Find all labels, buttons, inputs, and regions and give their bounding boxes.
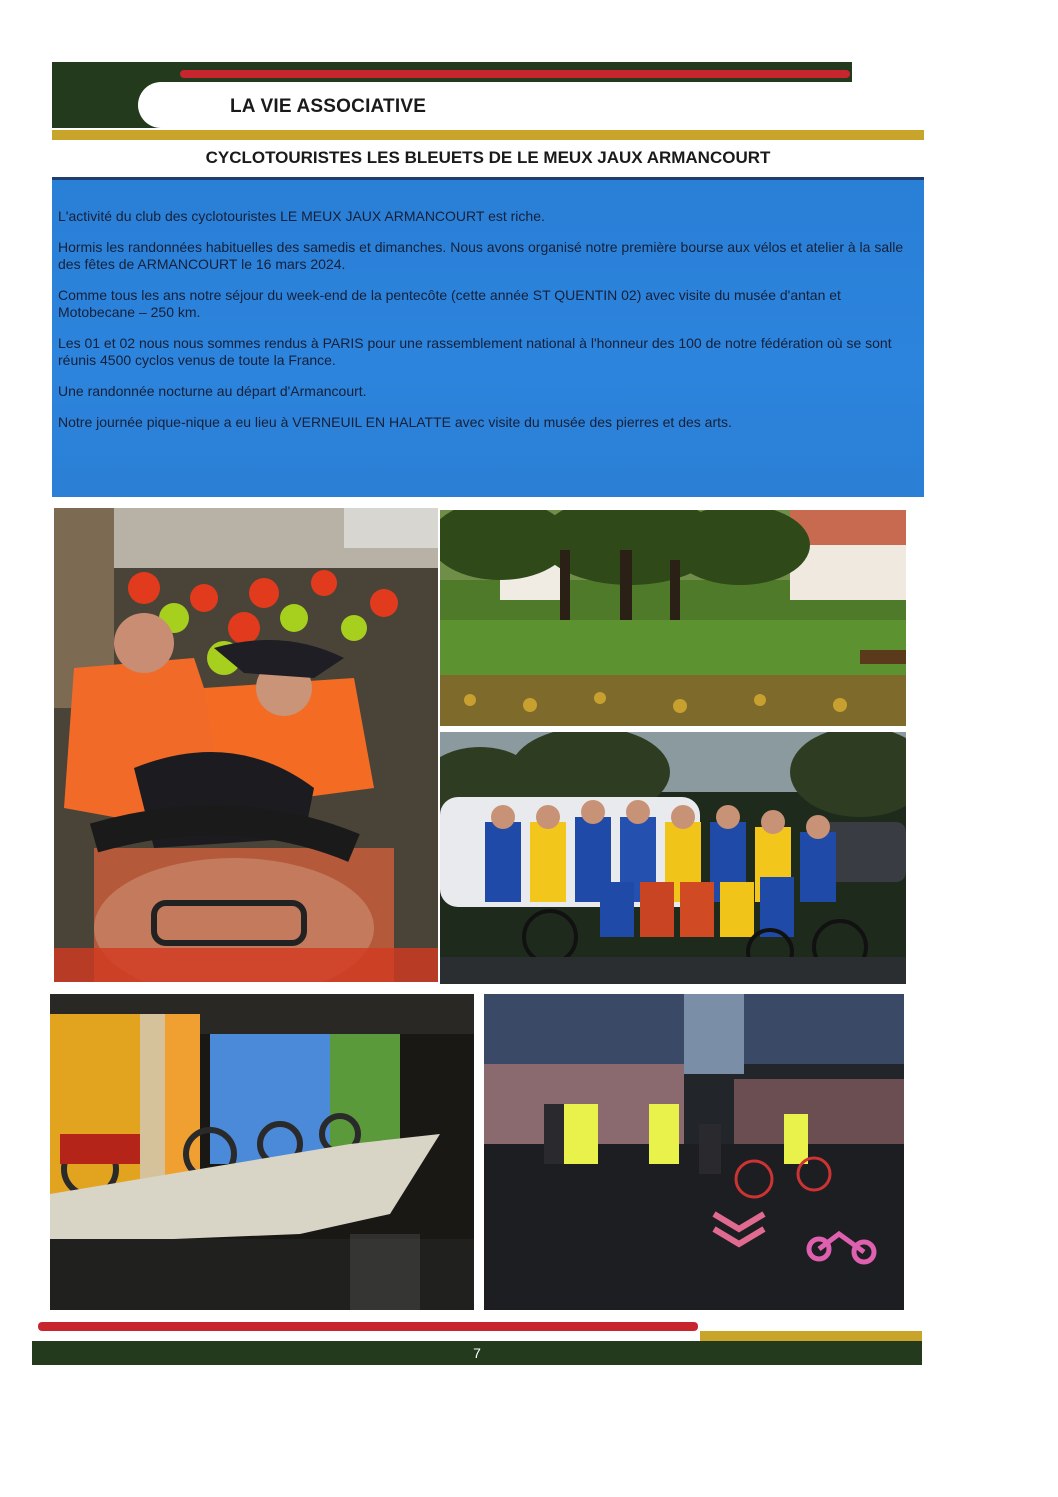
photo-night-ride-start xyxy=(484,994,904,1310)
photo-motorcycle-museum xyxy=(50,994,474,1310)
article-title: CYCLOTOURISTES LES BLEUETS DE LE MEUX JAUX ARMANCOURT xyxy=(205,148,771,167)
article-paragraph: Les 01 et 02 nous nous sommes rendus à PARIS pour une rassemblement national à l'honneur des 100 de notre fédération où se sont réunis 4500 cyclos venus de toute la France. xyxy=(58,335,892,368)
photo-club-group-portrait xyxy=(440,732,906,984)
article-paragraph: Hormis les randonnées habituelles des samedis et dimanches. Nous avons organisé notre première bourse aux vélos et atelier à la salle des fêtes de ARMANCOURT le 16 mars 2024. xyxy=(58,239,904,272)
header-gold-stripe xyxy=(52,130,924,140)
article-text-panel xyxy=(52,177,924,497)
footer-red-stripe xyxy=(38,1322,698,1331)
article-paragraph: Comme tous les ans notre séjour du week-end de la pentecôte (cette année ST QUENTIN 02) avec visite du musée d'antan et Motobecane – 250 km. xyxy=(58,287,841,320)
photo-park-riverside xyxy=(440,510,906,726)
section-title: LA VIE ASSOCIATIVE xyxy=(230,96,427,117)
article-paragraph: Une randonnée nocturne au départ d'Armancourt. xyxy=(58,383,367,399)
article-paragraph: Notre journée pique-nique a eu lieu à VERNEUIL EN HALATTE avec visite du musée des pierres et des arts. xyxy=(58,414,732,430)
photo-cyclists-paris-rally xyxy=(54,508,438,982)
header-red-stripe xyxy=(180,70,850,78)
page-number: 7 xyxy=(473,1345,481,1361)
footer-gold-stripe xyxy=(700,1331,922,1341)
article-paragraph: L'activité du club des cyclotouristes LE MEUX JAUX ARMANCOURT est riche. xyxy=(58,208,545,224)
